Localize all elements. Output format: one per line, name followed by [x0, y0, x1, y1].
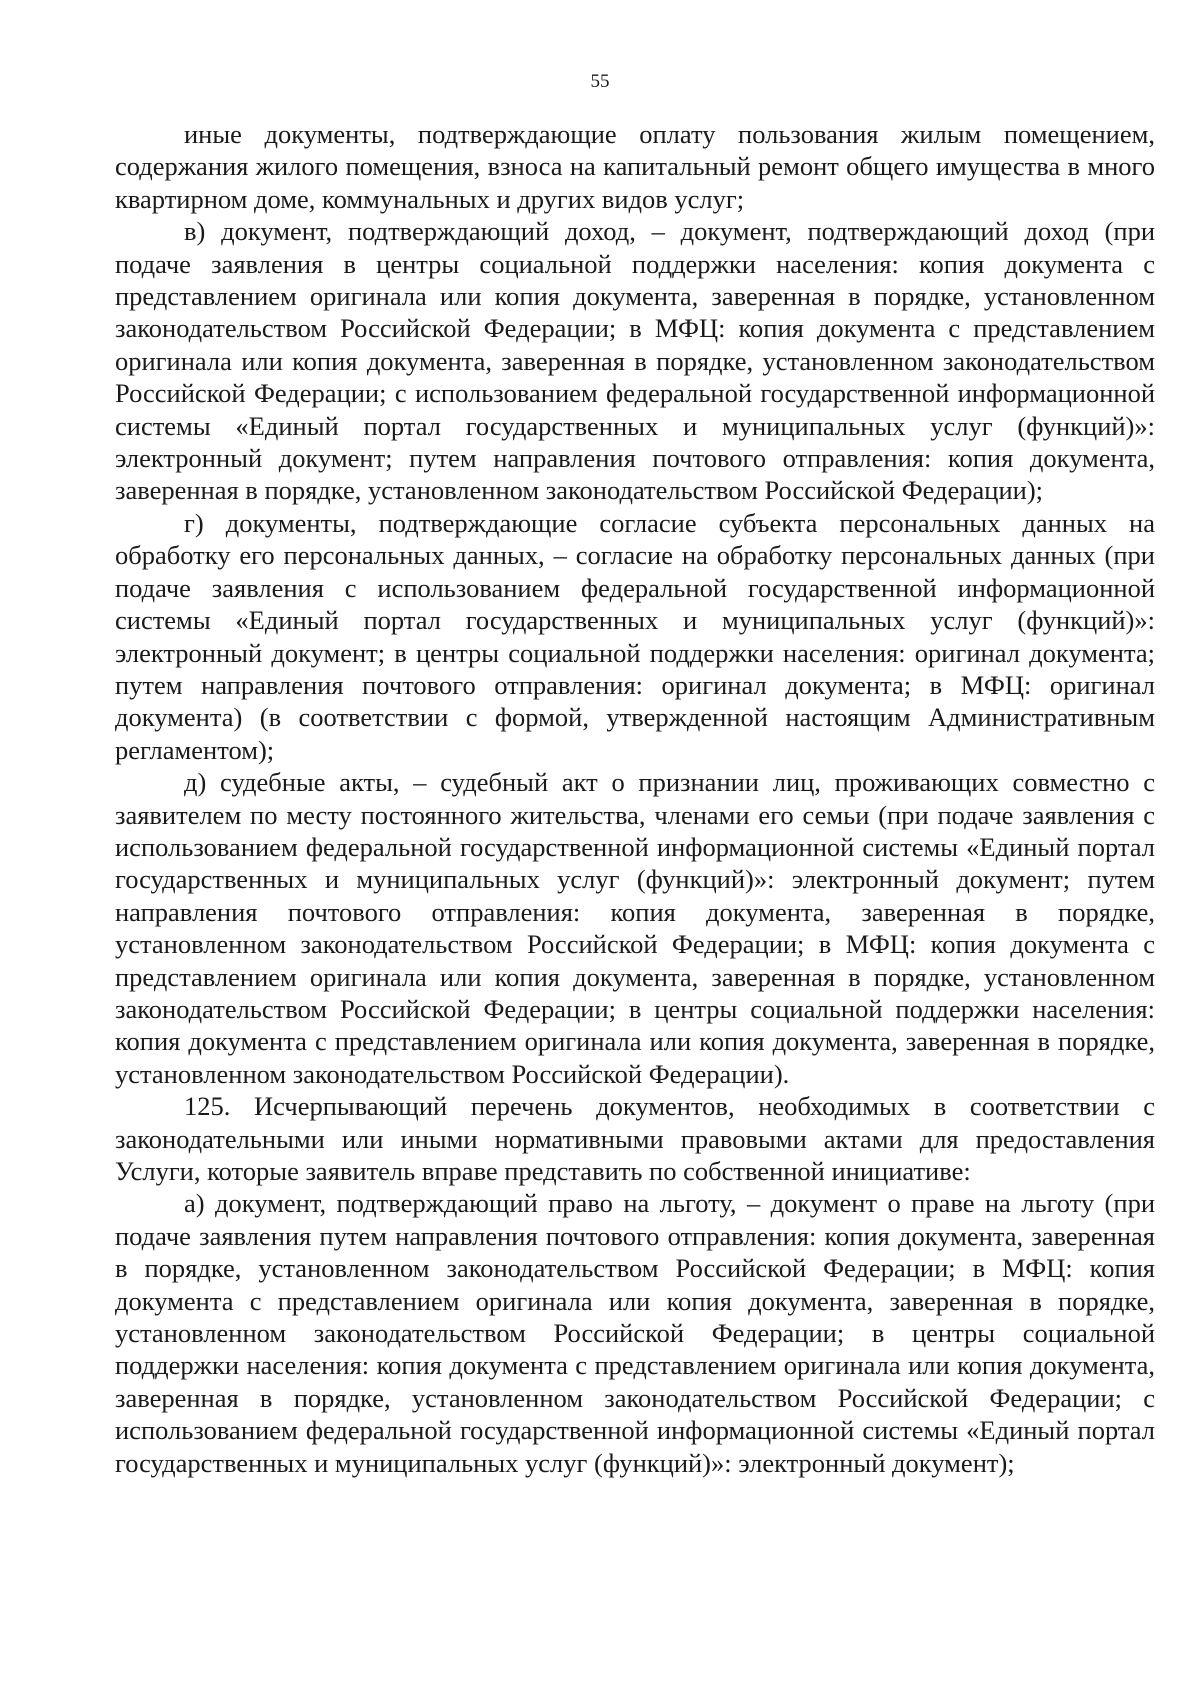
paragraph-personal-data-consent: г) документы, подтверждающие согласие субъекта персональных данных на обработку его персональных данных, – согласие на обработку персональных данных (при подаче заявления с использованием федеральной государственной информационной системы «Единый портал государственных и муниципальных услуг (функций)»: электронный документ; в центры социальной поддержки населения: оригинал документа; путем направления почтового отправления: оригинал документа; в МФЦ: оригинал документа) (в соответствии с формой, утвержденной настоящим Административным регламентом);: [115, 507, 1155, 765]
paragraph-benefit-document: а) документ, подтверждающий право на льготу, – документ о праве на льготу (при подаче заявления путем направления почтового отправления: копия документа, заверенная в порядке, установленном законодательством Российской Федерации; в МФЦ: копия документа с представлением оригинала или копия документа, заверенная в порядке, установленном законодательством Российской Федерации; в центры социальной поддержки населения: копия документа с представлением оригинала или копия документа, заверенная в порядке, установленном законодательством Российской Федерации; с использованием федеральной государственной информационной системы «Единый портал государственных и муниципальных услуг (функций)»: электронный документ);: [115, 1188, 1155, 1478]
paragraph-other-payment-documents: иные документы, подтверждающие оплату пользования жилым помещением, содержания жилого помещения, взноса на капитальный ремонт общего имущества в много квартирном доме, коммунальных и других видов услуг;: [115, 119, 1155, 214]
page-number: 55: [590, 71, 610, 92]
paragraph-court-acts: д) судебные акты, – судебный акт о признании лиц, проживающих совместно с заявителем по месту постоянного жительства, членами его семьи (при подаче заявления с использованием федеральной государственной информационной системы «Единый портал государственных и муниципальных услуг (функций)»: электронный документ; путем направления почтового отправления: копия документа, заверенная в порядке, установленном законодательством Российской Федерации; в МФЦ: копия документа с представлением оригинала или копия документа, заверенная в порядке, установленном законодательством Российской Федерации; в центры социальной поддержки населения: копия документа с представлением оригинала или копия документа, заверенная в порядке, установленном законодательством Российской Федерации).: [115, 767, 1155, 1089]
paragraph-income-document: в) документ, подтверждающий доход, – документ, подтверждающий доход (при подаче заявления в центры социальной поддержки населения: копия документа с представлением оригинала или копия документа, заверенная в порядке, установленном законодательством Российской Федерации; в МФЦ: копия документа с представлением оригинала или копия документа, заверенная в порядке, установленном законодательством Российской Федерации; с использованием федеральной государственной информационной системы «Единый портал государственных и муниципальных услуг (функций)»: электронный документ; путем направления почтового отправления: копия документа, заверенная в порядке, установленном законодательством Российской Федерации);: [115, 216, 1155, 506]
document-body: [115, 118, 1155, 1479]
paragraph-item-125: 125. Исчерпывающий перечень документов, необходимых в соответствии с законодательными или иными нормативными правовыми актами для предоставления Услуги, которые заявитель вправе представить по собственной инициативе:: [115, 1091, 1155, 1186]
